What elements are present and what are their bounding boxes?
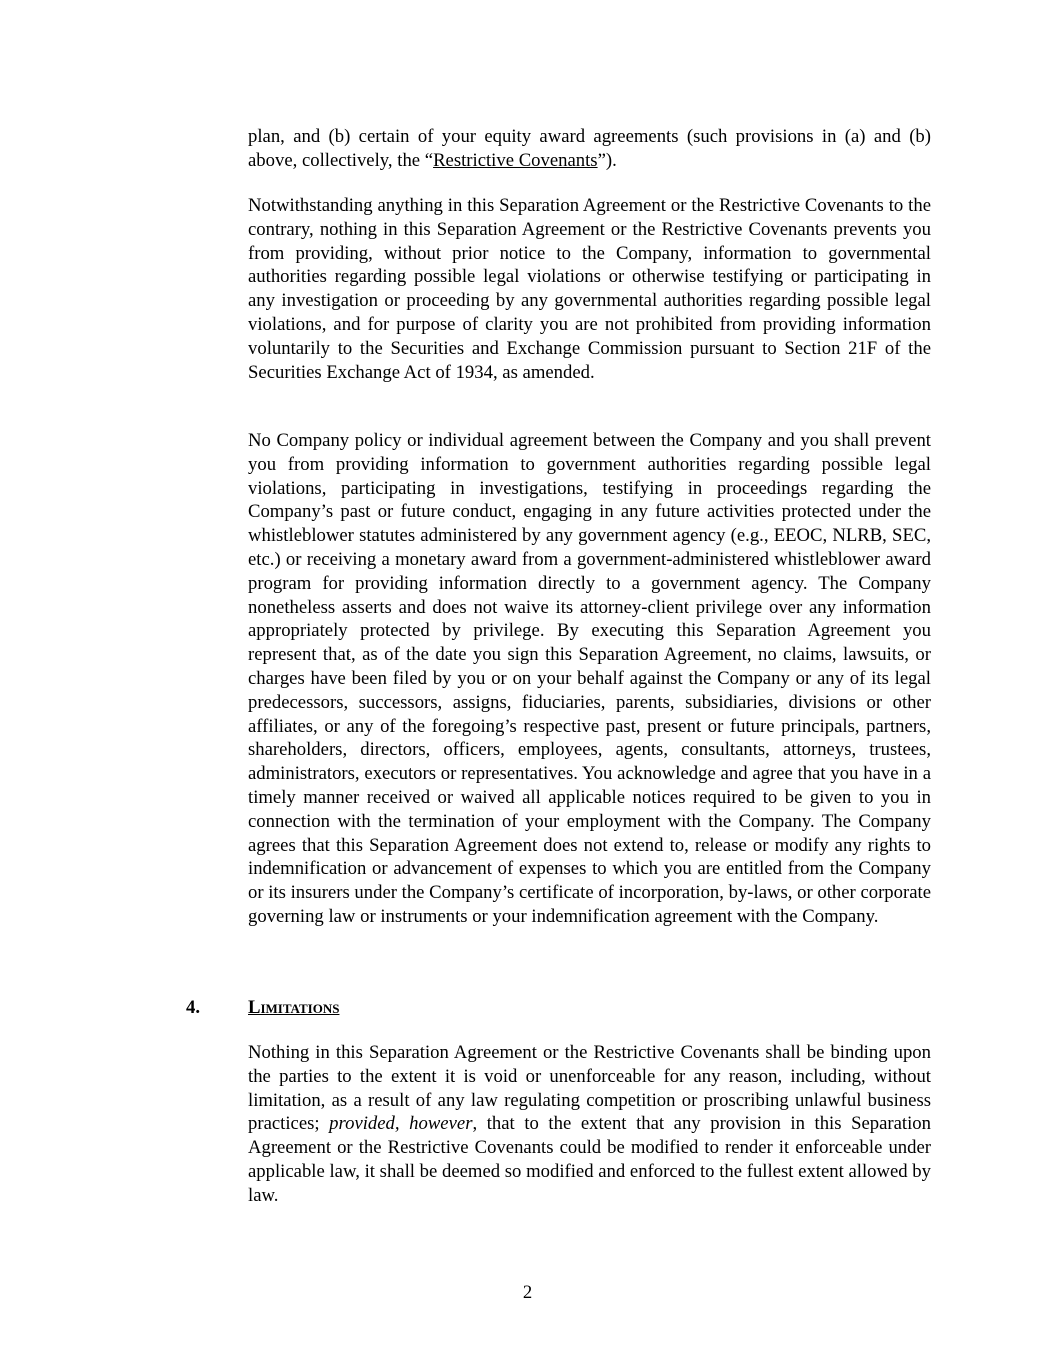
- paragraph-limitations: [248, 1041, 931, 1208]
- page-number: 2: [522, 1282, 533, 1303]
- p1-text-after: ”).: [597, 149, 617, 171]
- paragraph-whistleblower-protection: No Company policy or individual agreement between the Company and you shall prevent you from providing information to government authorities regarding possible legal violations, participating in investigations, testifying in proceedings regarding the Company’s past or future conduct, engaging in any future activities protected under the whistleblower statutes administered by any government agency (e.g., EEOC, NLRB, SEC, etc.) or receiving a monetary award from a government-administered whistleblower award program for providing information directly to a government agency. The Company nonetheless asserts and does not waive its attorney-client privilege over any information appropriately protected by privilege. By executing this Separation Agreement you represent that, as of the date you sign this Separation Agreement, no claims, lawsuits, or charges have been filed by you or on your behalf against the Company or any of its legal predecessors, successors, assigns, fiduciaries, parents, subsidiaries, divisions or other affiliates, or any of the foregoing’s respective past, present or future principals, partners, shareholders, directors, officers, employees, agents, consultants, attorneys, trustees, administrators, executors or representatives. You acknowledge and agree that you have in a timely manner received or waived all applicable notices required to be given to you in connection with the termination of your employment with the Company. The Company agrees that this Separation Agreement does not extend to, release or modify any rights to indemnification or advancement of expenses to which you are entitled from the Company or its insurers under the Company’s certificate of incorporation, by-laws, or other corporate governing law or instruments or your indemnification agreement with the Company.: [248, 430, 931, 927]
- p4-italic-phrase: provided, however: [329, 1113, 473, 1135]
- section-number: 4.: [186, 997, 201, 1018]
- section-title: Limitations: [248, 997, 340, 1018]
- p4-text-before: Nothing in this Separation Agreement or the Restrictive Covenants shall be binding upon the parties to the extent it is void or unenforceable for any reason, including, without limitation, as a result of any law regulating competition or proscribing unlawful business practices;: [248, 1042, 931, 1135]
- paragraph-governmental-reporting: Notwithstanding anything in this Separation Agreement or the Restrictive Covenants to the contrary, nothing in this Separation Agreement or the Restrictive Covenants prevents you from providing, without prior notice to the Company, information to governmental authorities regarding possible legal violations or otherwise testifying or participating in any investigation or proceeding by any governmental authorities regarding possible legal violations, and for purpose of clarity you are not prohibited from providing information voluntarily to the Securities and Exchange Commission pursuant to Section 21F of the Securities Exchange Act of 1934, as amended.: [248, 195, 931, 383]
- defined-term-restrictive-covenants: Restrictive Covenants: [433, 149, 598, 171]
- p4-text-after: , that to the extent that any provision in this Separation Agreement or the Restrictive Covenants could be modified to render it enforceable under applicable law, it shall be deemed so modified and enforced to the fullest extent allowed by law.: [248, 1113, 931, 1206]
- p1-text-before: plan, and (b) certain of your equity award agreements (such provisions in (a) and (b) above, collectively, the “: [248, 126, 931, 171]
- paragraph-restrictive-covenants-definition: [248, 125, 931, 173]
